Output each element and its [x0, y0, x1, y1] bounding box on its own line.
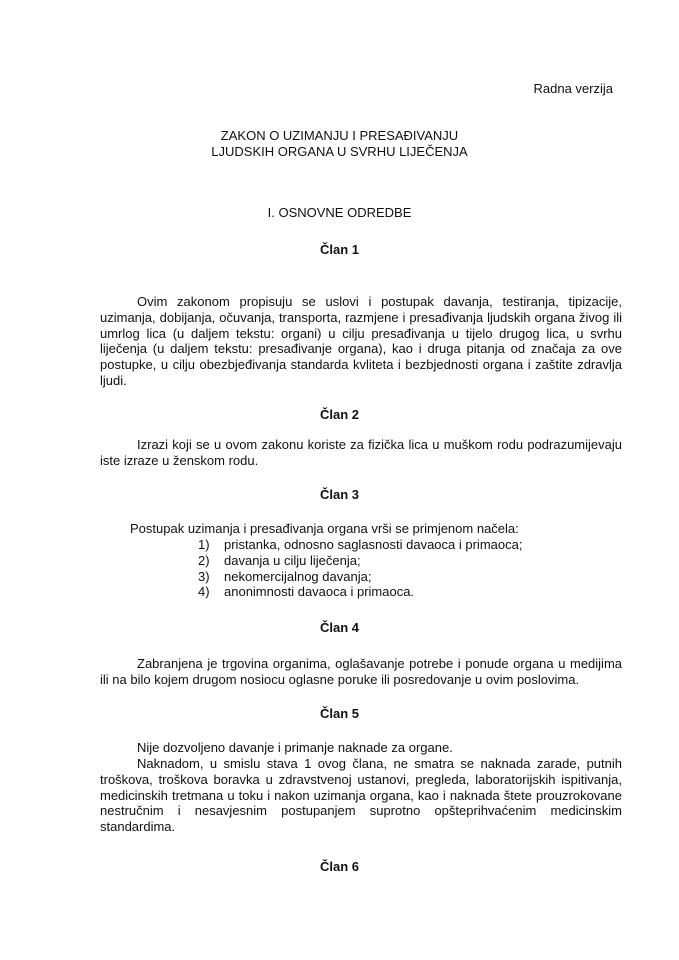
list-item: 2) davanja u cilju liječenja;	[198, 552, 361, 568]
title-line-1: ZAKON O UZIMANJU I PRESAĐIVANJU	[220, 128, 459, 143]
document-title	[0, 128, 679, 159]
article-2-heading: Član 2	[319, 407, 359, 422]
article-4-heading: Član 4	[319, 620, 359, 635]
article-2-text: Izrazi koji se u ovom zakonu koriste za fizička lica u muškom rodu podrazumijevaju iste izraze u ženskom rodu.	[100, 437, 622, 468]
article-3-heading: Član 3	[319, 487, 359, 502]
article-6-heading: Član 6	[319, 859, 359, 874]
article-3-intro: Postupak uzimanja i presađivanja organa vrši se primjenom načela:	[130, 521, 519, 536]
article-5-paragraph-1: Nije dozvoljeno davanje i primanje naknade za organe.	[137, 740, 453, 755]
article-5-heading: Član 5	[319, 706, 359, 721]
article-4-text: Zabranjena je trgovina organima, oglašavanje potrebe i ponude organa u medijima ili na bilo kojem drugom nosiocu oglasne poruke ili posredovanje u ovim poslovima.	[100, 656, 622, 687]
draft-label: Radna verzija	[533, 81, 613, 96]
list-item: 3) nekomercijalnog davanja;	[198, 568, 372, 584]
article-1-heading: Član 1	[319, 242, 359, 257]
article-5-paragraph-2: Naknadom, u smislu stava 1 ovog člana, ne smatra se naknada zarade, putnih troškova, troškova boravka u zdravstvenoj ustanovi, pregleda, laboratorijskih ispitivanja, medicinskih tretmana u toku i nakon uzimanja organa, kao i naknada štete prouzrokovane nestručnim i nesavjesnim postupanjem suprotno opšteprihvaćenim medicinskim standardima.	[100, 756, 622, 835]
article-1-text: Ovim zakonom propisuju se uslovi i postupak davanja, testiranja, tipizacije, uzimanja, dobijanja, očuvanja, transporta, razmjene i presađivanja ljudskih organa živog ili umrlog lica (u daljem tekstu: organi) u cilju presađivanja u tijelo drugog lica, u svrhu liječenja (u daljem tekstu: presađivanje organa), kao i druga pitanja od značaja za ove postupke, u cilju obezbjeđivanja standarda kvliteta i bezbjednosti organa i zaštite zdravlja ljudi.	[100, 294, 622, 388]
article-3-principles-list	[198, 537, 522, 600]
list-item: 4) anonimnosti davaoca i primaoca.	[198, 584, 415, 600]
list-item: 1) pristanka, odnosno saglasnosti davaoca i primaoca;	[198, 537, 523, 552]
section-heading: I. OSNOVNE ODREDBE	[267, 205, 412, 220]
title-line-2: LJUDSKIH ORGANA U SVRHU LIJEČENJA	[211, 143, 468, 159]
